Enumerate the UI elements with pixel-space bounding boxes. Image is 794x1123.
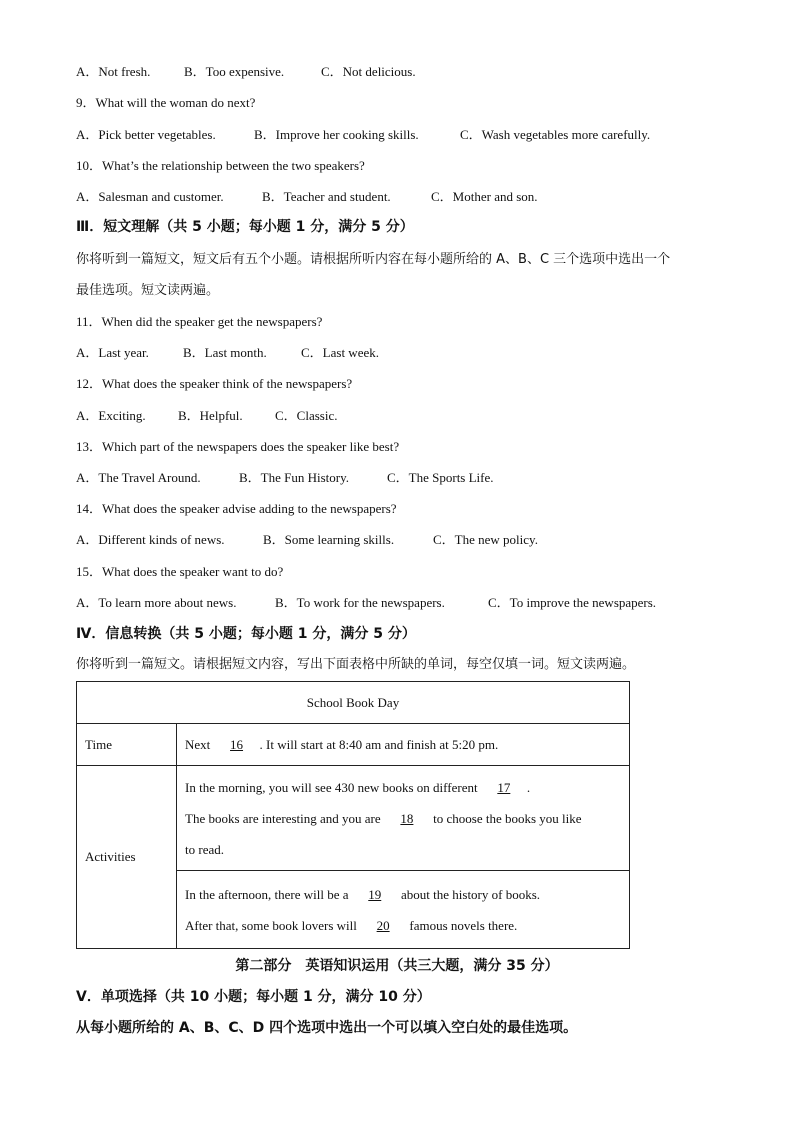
time-label: Time xyxy=(77,724,177,766)
section3-instructions-line1: 你将听到一篇短文，短文后有五个小题。请根据所听内容在每小题所给的 A、B、C 三个选项中选出一个 xyxy=(76,252,671,267)
q10-option-a: A．Salesman and customer. xyxy=(76,189,224,204)
q15-option-b: B．To work for the newspapers. xyxy=(275,595,445,610)
afternoon-line-1 xyxy=(185,879,621,910)
blank-16: 16 xyxy=(230,736,244,752)
q9-stem: 9．What will the woman do next? xyxy=(76,95,256,110)
q12-option-b: B．Helpful. xyxy=(178,408,243,423)
blank-19: 19 xyxy=(368,886,382,902)
q10-option-b: B．Teacher and student. xyxy=(262,189,391,204)
q13-option-c: C．The Sports Life. xyxy=(387,470,494,485)
q8-option-a: A．Not fresh. xyxy=(76,64,151,79)
activities-label: Activities xyxy=(77,766,177,949)
q14-option-a: A．Different kinds of news. xyxy=(76,532,225,547)
q12-option-c: C．Classic. xyxy=(275,408,338,423)
q13-option-a: A．The Travel Around. xyxy=(76,470,201,485)
section4-title: Ⅳ．信息转换（共 5 小题；每小题 1 分，满分 5 分） xyxy=(76,626,416,642)
q13-options xyxy=(76,470,494,486)
afternoon-text-2-end: famous novels there. xyxy=(406,917,518,933)
q8-option-c: C．Not delicious. xyxy=(321,64,416,79)
table-title: School Book Day xyxy=(77,682,630,724)
section3-title: Ⅲ．短文理解（共 5 小题；每小题 1 分，满分 5 分） xyxy=(76,219,414,235)
q8-options xyxy=(76,64,416,80)
table-row xyxy=(77,682,630,724)
school-book-day-table xyxy=(76,681,630,949)
q15-option-c: C．To improve the newspapers. xyxy=(488,595,657,610)
blank-17: 17 xyxy=(497,779,511,795)
morning-text-2-end: to choose the books you like xyxy=(429,810,582,826)
q9-option-a: A．Pick better vegetables. xyxy=(76,127,216,142)
table-row xyxy=(77,724,630,766)
table-row xyxy=(77,766,630,871)
afternoon-text-1-end: about the history of books. xyxy=(397,886,541,902)
morning-text-1-end: . xyxy=(526,779,531,795)
morning-line-2 xyxy=(185,803,621,834)
morning-text-1: In the morning, you will see 430 new books on different xyxy=(185,779,481,795)
q9-options xyxy=(76,127,650,143)
afternoon-line-2 xyxy=(185,910,621,941)
morning-line-1 xyxy=(185,772,621,803)
q11-options xyxy=(76,345,379,361)
q15-option-a: A．To learn more about news. xyxy=(76,595,237,610)
afternoon-text-2: After that, some book lovers will xyxy=(185,917,361,933)
q15-options xyxy=(76,595,656,611)
time-cell xyxy=(177,724,630,766)
q11-stem: 11．When did the speaker get the newspapers? xyxy=(76,314,323,329)
section5-instructions: 从每小题所给的 A、B、C、D 四个选项中选出一个可以填入空白处的最佳选项。 xyxy=(76,1020,578,1036)
blank-18: 18 xyxy=(400,810,414,826)
q9-option-b: B．Improve her cooking skills. xyxy=(254,127,419,142)
q12-option-a: A．Exciting. xyxy=(76,408,146,423)
q11-option-b: B．Last month. xyxy=(183,345,267,360)
afternoon-cell xyxy=(177,871,630,949)
time-text-post: . It will start at 8:40 am and finish at 5:20 pm. xyxy=(259,736,499,752)
q8-option-b: B．Too expensive. xyxy=(184,64,285,79)
afternoon-text-1: In the afternoon, there will be a xyxy=(185,886,352,902)
section3-instructions-line2: 最佳选项。短文读两遍。 xyxy=(76,283,220,298)
q10-options xyxy=(76,189,538,205)
q12-stem: 12．What does the speaker think of the newspapers? xyxy=(76,376,353,391)
q13-stem: 13．Which part of the newspapers does the speaker like best? xyxy=(76,439,400,454)
q9-option-c: C．Wash vegetables more carefully. xyxy=(460,127,651,142)
morning-line-3: to read. xyxy=(185,841,224,857)
q12-options xyxy=(76,408,337,424)
morning-text-2: The books are interesting and you are xyxy=(185,810,384,826)
time-text-pre: Next xyxy=(185,736,214,752)
q10-option-c: C．Mother and son. xyxy=(431,189,538,204)
section5-title: Ⅴ．单项选择（共 10 小题；每小题 1 分，满分 10 分） xyxy=(76,989,431,1005)
morning-cell xyxy=(177,766,630,871)
section4-instructions: 你将听到一篇短文。请根据短文内容，写出下面表格中所缺的单词，每空仅填一词。短文读两遍。 xyxy=(76,657,636,672)
q11-option-a: A．Last year. xyxy=(76,345,149,360)
q14-stem: 14．What does the speaker advise adding to the newspapers? xyxy=(76,501,397,516)
q10-stem: 10．What’s the relationship between the two speakers? xyxy=(76,158,365,173)
part2-title: 第二部分 英语知识运用（共三大题，满分 35 分） xyxy=(235,958,559,974)
blank-20: 20 xyxy=(376,917,390,933)
q13-option-b: B．The Fun History. xyxy=(239,470,350,485)
q11-option-c: C．Last week. xyxy=(301,345,379,360)
q14-options xyxy=(76,532,538,548)
q15-stem: 15．What does the speaker want to do? xyxy=(76,564,284,579)
q14-option-b: B．Some learning skills. xyxy=(263,532,395,547)
q14-option-c: C．The new policy. xyxy=(433,532,538,547)
